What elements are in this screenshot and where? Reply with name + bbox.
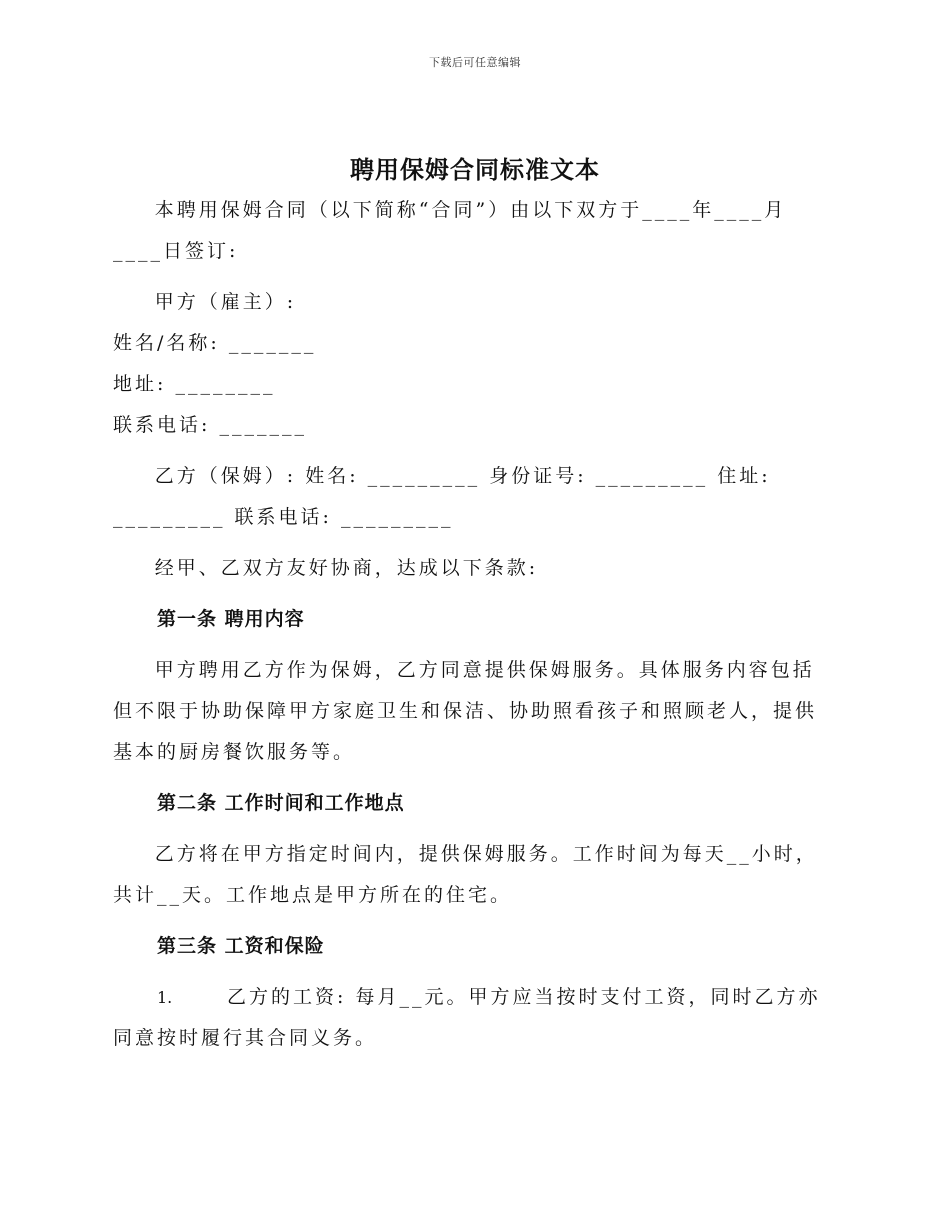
list-number: 1.	[157, 988, 173, 1007]
article-2-heading: 第二条 工作时间和工作地点	[157, 792, 405, 814]
party-a-label: 甲方（雇主）:	[154, 291, 297, 313]
page-title: 聘用保姆合同标准文本	[350, 156, 600, 184]
article-2-body: 乙方将在甲方指定时间内，提供保姆服务。工作时间为每天__小时，共计__天。工作地点是甲方所在的住宅。	[113, 843, 818, 906]
party-b-info: 乙方（保姆）: 姓名: _________ 身份证号: _________ 住址: _________ 联系电话: _________	[113, 465, 771, 528]
party-a-address: 地址: ________	[113, 373, 276, 395]
list-item-text: 乙方的工资: 每月__元。甲方应当按时支付工资，同时乙方亦同意按时履行其合同义务。	[113, 986, 821, 1049]
article-1-body: 甲方聘用乙方作为保姆，乙方同意提供保姆服务。具体服务内容包括但不限于协助保障甲方家庭卫生和保洁、协助照看孩子和照顾老人，提供基本的厨房餐饮服务等。	[113, 659, 818, 763]
article-3-heading: 第三条 工资和保险	[157, 935, 325, 957]
article-3-item-1	[113, 977, 831, 1059]
intro-paragraph: 本聘用保姆合同（以下简称“合同”）由以下双方于____年____月____日签订:	[113, 199, 787, 262]
party-a-name: 姓名/名称: _______	[113, 332, 317, 354]
article-1-heading: 第一条 聘用内容	[157, 608, 305, 630]
document-body	[113, 190, 831, 1059]
party-a-phone: 联系电话: _______	[113, 414, 307, 436]
agreement-statement: 经甲、乙双方友好协商，达成以下条款:	[154, 557, 539, 579]
header-note: 下载后可任意编辑	[429, 56, 521, 69]
